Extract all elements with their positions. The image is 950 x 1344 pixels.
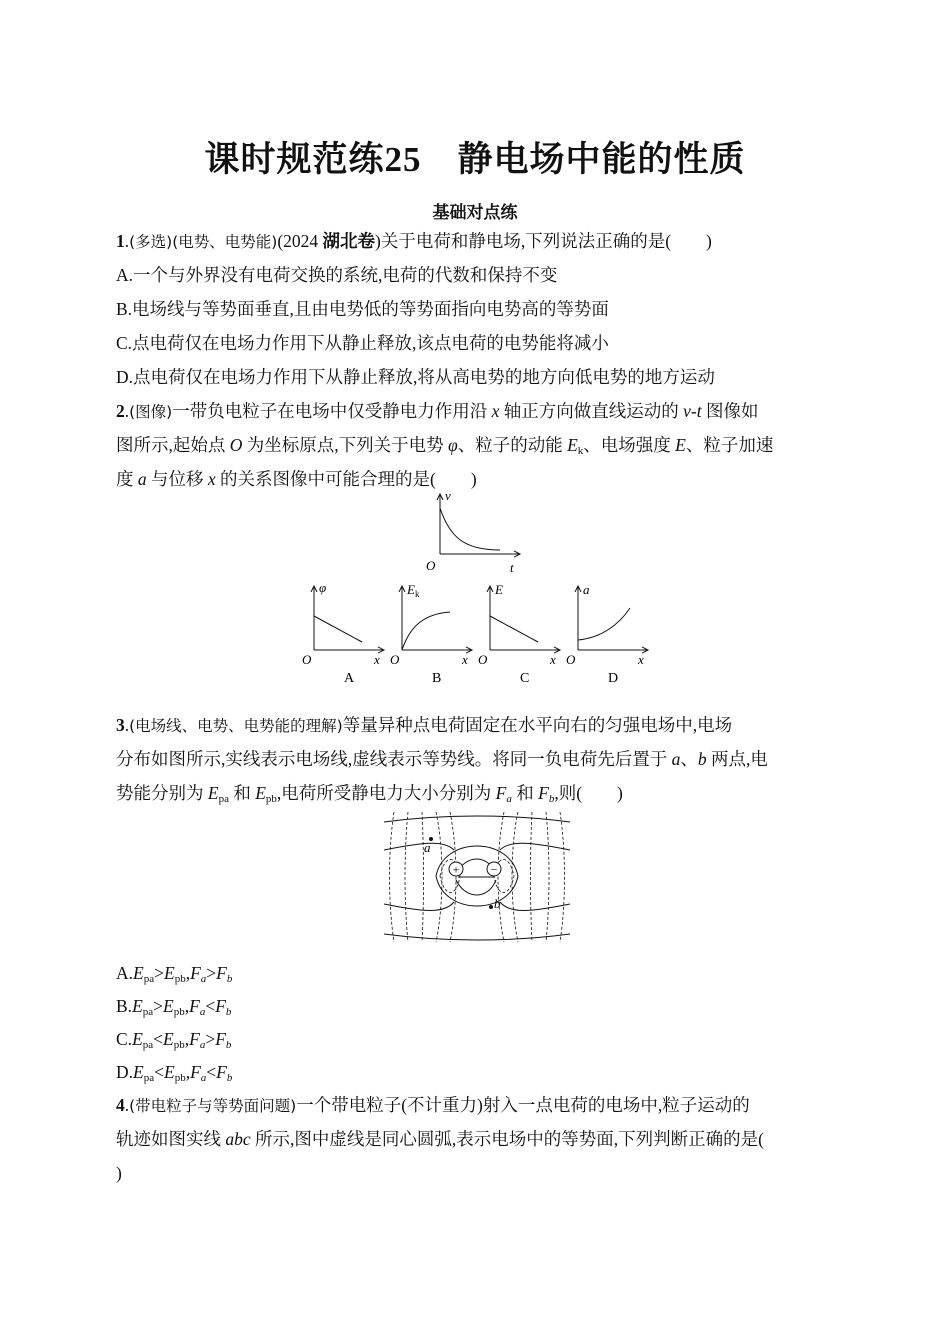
field-line [384,902,454,911]
vt-x-label: t [510,560,514,575]
graph-a-origin: O [302,652,312,667]
q3-var-f: F [495,783,507,803]
q3-var-e: E [163,1062,175,1082]
q1-option-c: C.点电荷仅在电场力作用下从静止释放,该点电荷的电势能将减小 [116,333,609,353]
q2-text: 、粒子加速 [685,435,774,455]
graph-b-y-label [406,582,420,599]
q2-text: 与位移 [146,469,208,489]
q3-point-a: a [671,749,681,769]
q3-sub: b [225,1039,232,1051]
q3-var-f: F [215,996,226,1016]
q3-var-f: F [190,963,201,983]
q3-sub: pb [173,1039,185,1051]
q3-relation: > [153,996,164,1016]
point-b-label: b [494,896,501,911]
q3-var-e: E [163,963,175,983]
graph-c-x-label: x [550,652,556,667]
q3-relation: < [153,1029,164,1049]
graph-b-y-label-main: E [407,582,415,597]
field-line [500,843,570,850]
q3-var-e: E [132,996,143,1016]
q3-option-b [116,995,836,1017]
equipotential-line [498,812,504,942]
q3-text: 等量异种点电荷固定在水平向右的匀强电场中,电场 [342,715,733,735]
q4-text: 轨迹如图实线 [116,1129,226,1149]
q3-var-e: E [132,1029,143,1049]
q3-text: 分布如图所示,实线表示电场线,虚线表示等势线。将同一负电荷先后置于 [116,749,672,769]
graph-b [388,580,478,688]
q3-var-e: E [133,1062,144,1082]
graph-b-caption: B [432,671,442,686]
q4-line-1: 4.(带电粒子与等势面问题)一个带电粒子(不计重力)射入一点电荷的电场中,粒子运动的 [116,1095,750,1115]
q2-text: 的关系图像中可能合理的是( ) [215,469,477,489]
q2-text: 度 [116,469,138,489]
negative-charge-sign: − [490,862,498,877]
section-heading: 基础对点练 [432,203,518,222]
graph-a-x-label: x [374,652,380,667]
q3-sub: b [548,793,555,805]
q3-var-f: F [190,1062,201,1082]
q4-text: 所示,图中虚线是同心圆弧,表示电场中的等势面,下列判断正确的是( [250,1129,764,1149]
q2-text: 图所示,起始点 [116,435,230,455]
q3-var-e: E [207,783,219,803]
q3-sub: a [200,973,207,985]
field-diagram [384,812,570,942]
q3-text: 两点,电 [706,749,768,769]
graph-a-line [314,616,362,642]
q3-relation: < [154,1062,164,1082]
q3-relation: < [206,1062,217,1082]
q2-var-vt: v-t [683,401,702,421]
q1-stem: 1.(多选)(电势、电势能)(2024 湖北卷)关于电荷和静电场,下列说法正确的是( ) [116,231,712,251]
graph-c-origin: O [478,652,488,667]
q3-option-c [116,1028,836,1050]
q3-option-a [116,962,836,984]
graph-a-y-label: φ [319,580,327,595]
q4-line-2 [116,1128,836,1150]
q3-sub: pb [174,1072,186,1084]
graph-c [476,580,566,688]
q3-sub: pa [218,793,229,805]
q2-var-x: x [207,469,216,489]
equipotential-line [436,812,442,942]
q3-point-b: b [697,749,707,769]
q3-option-letter: D. [116,1062,134,1082]
q3-relation: > [205,1029,216,1049]
q1-stem-text: )关于电荷和静电场,下列说法正确的是( ) [375,231,712,251]
q3-option-letter: C. [116,1029,133,1049]
graph-a [300,580,390,688]
field-line [384,843,454,850]
q3-relation: > [154,963,164,983]
q3-sub: pa [143,1072,155,1084]
q3-var-f: F [216,1062,227,1082]
q2-text: 、粒子的动能 [457,435,568,455]
q3-sub: pb [174,973,186,985]
q3-sub: pb [173,1006,185,1018]
q3-comma: , [185,963,191,983]
q4-number: 4 [116,1095,125,1115]
q3-line-2 [116,748,836,770]
point-b-dot [489,905,493,909]
q3-var-f: F [189,996,200,1016]
page-title: 课时规范练25 静电场中能的性质 [204,140,746,179]
q2-text: 一带负电粒子在电场中仅受静电力作用沿 [172,401,492,421]
graph-b-curve [402,612,450,650]
q3-sub: pb [265,793,277,805]
q3-relation: < [205,996,216,1016]
graph-d-curve [578,608,630,640]
q3-option-letter: B. [116,996,133,1016]
field-line [456,880,496,895]
q3-text: ,则( ) [554,783,623,803]
q1-source: 湖北卷 [322,231,376,251]
q1-tag: (多选)(电势、电势能) [129,233,278,251]
q2-var-phi: φ [448,435,458,455]
q3-text: 和 [228,783,256,803]
equipotential-line [560,812,565,942]
graph-c-y-label: E [495,582,503,597]
field-line [384,934,570,940]
q3-option-letter: A. [116,963,134,983]
q3-sub: b [226,973,233,985]
q3-line-1: 3.(电场线、电势、电势能的理解)等量异种点电荷固定在水平向右的匀强电场中,电场 [116,715,733,735]
q2-text: 、电场强度 [583,435,676,455]
equipotential-line [405,812,408,942]
q2-var-x: x [491,401,500,421]
q3-line-3 [116,782,836,804]
q1-option-a: A.一个与外界没有电荷交换的系统,电荷的代数和保持不变 [116,265,558,285]
q2-number: 2 [116,401,125,421]
q4-var-abc: abc [225,1129,251,1149]
q2-var-a: a [137,469,147,489]
q2-var-ek: E [567,435,578,455]
graph-b-y-label-sub: k [414,589,420,599]
q2-text: 为坐标原点,下列关于电势 [242,435,449,455]
q3-var-e: E [133,963,144,983]
q3-var-f: F [216,963,227,983]
q2-sub-k: k [577,445,584,457]
q4-line-3: ) [116,1163,122,1183]
vt-curve [440,508,500,550]
graph-d-x-label: x [638,652,644,667]
equipotential-line [531,812,533,942]
q2-tag: (图像) [129,403,173,421]
equipotential-line [390,812,395,942]
q3-text: ,电荷所受静电力大小分别为 [276,783,496,803]
q1-source-prefix: (2024 [277,231,323,251]
q3-option-d [116,1061,836,1083]
graph-b-x-label: x [462,652,468,667]
q4-tag: (带电粒子与等势面问题) [129,1097,297,1115]
point-a-label: a [424,840,431,855]
q3-comma: , [185,1062,191,1082]
q3-sub: pa [143,973,155,985]
graph-d-caption: D [608,671,619,686]
q3-var-e: E [163,1029,174,1049]
q3-comma: , [184,1029,190,1049]
equipotential-line [450,812,456,942]
q3-var-f: F [189,1029,200,1049]
q3-number: 3 [116,715,125,735]
field-line [384,816,570,822]
q3-text: 、 [680,749,698,769]
graph-d-y-label: a [583,582,590,597]
q3-text: 势能分别为 [116,783,208,803]
q3-sub: a [199,1039,206,1051]
equipotential-line [512,812,518,942]
q4-text: 一个带电粒子(不计重力)射入一点电荷的电场中,粒子运动的 [296,1095,750,1115]
q2-line-2 [116,434,836,456]
q2-var-e: E [675,435,686,455]
q2-var-o: O [229,435,243,455]
q3-sub: b [225,1006,232,1018]
q2-line-1: 2.(图像)一带负电粒子在电场中仅受静电力作用沿 x 轴正方向做直线运动的 v-t 图像如 [116,401,759,421]
q2-text: 轴正方向做直线运动的 [499,401,684,421]
vt-y-label: v [445,488,451,503]
graph-b-origin: O [390,652,400,667]
q3-sub: pa [142,1039,154,1051]
q3-var-f: F [215,1029,226,1049]
equipotential-line [422,812,424,942]
graph-c-caption: C [520,671,530,686]
q1-option-b: B.电场线与等势面垂直,且由电势低的等势面指向电势高的等势面 [116,299,609,319]
q2-line-3 [116,468,836,490]
q3-sub: a [506,793,512,805]
q3-sub: pa [142,1006,154,1018]
q3-sub: a [200,1072,207,1084]
graph-a-caption: A [344,671,355,686]
q3-relation: > [206,963,217,983]
field-line [500,902,570,911]
q3-comma: , [184,996,190,1016]
positive-charge-sign: + [452,862,460,877]
equipotential-line [546,812,549,942]
q3-sub: a [199,1006,206,1018]
graph-c-line [490,616,538,642]
q3-text: 和 [511,783,539,803]
graph-d-origin: O [566,652,576,667]
field-line [436,846,518,906]
q3-var-e: E [163,996,174,1016]
q1-number: 1 [116,231,125,251]
vt-origin: O [426,558,436,573]
q3-tag: (电场线、电势、电势能的理解) [129,717,343,735]
q2-text: 图像如 [701,401,759,421]
q1-option-d: D.点电荷仅在电场力作用下从静止释放,将从高电势的地方向低电势的地方运动 [116,367,715,387]
q3-var-f: F [538,783,549,803]
q3-sub: b [226,1072,233,1084]
graph-d [564,580,654,688]
vt-graph [420,490,530,580]
q3-var-e: E [255,783,266,803]
